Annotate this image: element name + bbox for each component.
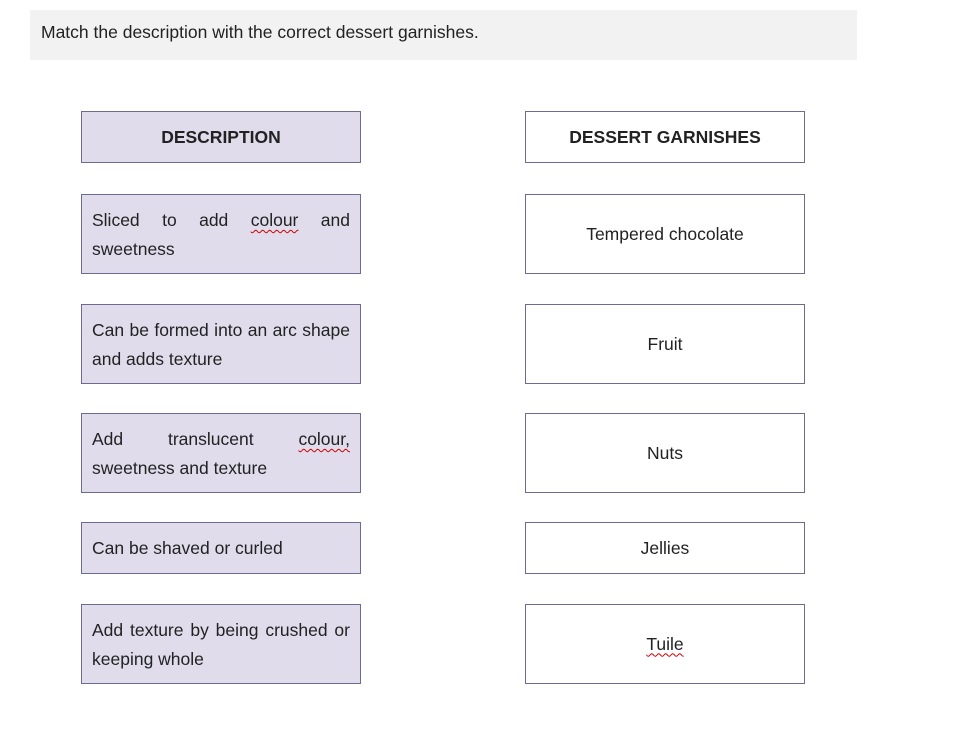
description-header <box>81 111 361 163</box>
garnish-label-4: Jellies <box>640 537 690 558</box>
garnish-cell-1 <box>525 194 805 274</box>
description-header-label: DESCRIPTION <box>161 126 281 147</box>
description-cell-2 <box>81 304 361 384</box>
description-text-3-after: sweetness and texture <box>92 458 268 478</box>
garnishes-header <box>525 111 805 163</box>
garnish-label-1: Tempered chocolate <box>586 223 744 244</box>
garnish-cell-4 <box>525 522 805 574</box>
spelling-flag-colour[interactable]: colour <box>250 210 299 230</box>
description-cell-5 <box>81 604 361 684</box>
spelling-flag-colour-comma[interactable]: colour, <box>298 429 350 449</box>
instruction-text: Match the description with the correct dessert garnishes. <box>41 22 479 42</box>
garnish-cell-2 <box>525 304 805 384</box>
garnish-cell-3 <box>525 413 805 493</box>
description-text-5: Add texture by being crushed or keeping whole <box>92 620 350 669</box>
description-text-2: Can be formed into an arc shape and adds texture <box>92 320 350 369</box>
garnish-label-5[interactable]: Tuile <box>646 633 684 654</box>
description-text-1-after: and sweetness <box>92 210 351 259</box>
garnish-cell-5 <box>525 604 805 684</box>
garnish-label-3: Nuts <box>647 442 683 463</box>
description-cell-3 <box>81 413 361 493</box>
description-text-1-before: Sliced to add <box>92 210 251 230</box>
description-text-3-before: Add translucent <box>92 429 299 449</box>
description-cell-1 <box>81 194 361 274</box>
instruction-bar <box>30 10 857 60</box>
garnish-label-2: Fruit <box>647 333 683 354</box>
garnishes-header-label: DESSERT GARNISHES <box>569 126 761 147</box>
description-text-4: Can be shaved or curled <box>92 537 283 558</box>
description-cell-4 <box>81 522 361 574</box>
